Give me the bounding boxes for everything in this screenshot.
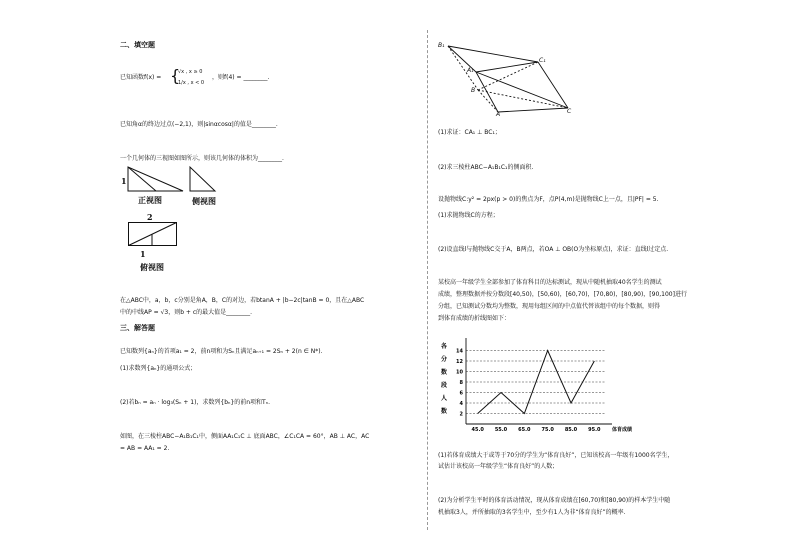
q5-part-2: (2)若bₙ = aₙ · log₃(Sₙ + 1)，求数列{bₙ}的前n项和Tₙ.	[120, 399, 271, 406]
y-tick-label: 14	[456, 348, 463, 355]
y-tick-label: 4	[459, 401, 463, 407]
side-view-figure	[190, 166, 220, 196]
q4-line-2: 中的中线AP = √3，则b + c的最大值是________.	[120, 309, 253, 316]
column-divider	[427, 30, 428, 530]
q5-part-1: (1)求数列{aₙ}的通项公式；	[120, 365, 197, 372]
y-axis-title-char: 人	[440, 395, 448, 402]
x-tick-label: 65.0	[518, 427, 531, 433]
y-tick-label: 10	[456, 369, 463, 376]
x-tick-label: 95.0	[588, 427, 601, 433]
y-tick-label: 6	[459, 390, 463, 397]
x-axis-title: 体育成绩	[611, 427, 633, 433]
prism-label-b1: B₁	[438, 42, 445, 49]
q6-line-2: = AB = AA₁ = 2.	[120, 445, 170, 452]
q8-line-2: 成绩，整理数据并按分数段[40,50)，[50,60)，[60,70)，[70,80)，[80,90)，[90,100]进行	[438, 291, 687, 298]
q8-part-2-line-2: 机抽取3人，并所抽取的3名学生中，至少有1人为非“体育良好”的概率.	[438, 509, 626, 516]
y-axis-title-char: 分	[440, 356, 448, 363]
front-view-figure	[128, 166, 188, 196]
y-axis-title-char: 数	[440, 369, 448, 376]
q8-line-4: 到体育成绩的折线图如下：	[438, 315, 511, 322]
q3-text: 一个几何体的三视图如图所示，则该几何体的体积为________.	[120, 155, 284, 162]
q8-part-1-line-1: (1)若体育成绩大于或等于70分的学生为“体育良好”，已知该校高一年级有1000名学生，	[438, 452, 674, 459]
q4-line-1: 在△ABC中，a，b，c分别是角A，B，C的对边，若btanA + |b−2c|tanB = 0，且在△ABC	[120, 297, 365, 304]
prism-label-c1: C₁	[539, 57, 546, 64]
y-axis-title-char: 各	[440, 343, 448, 350]
q5-line-1: 已知数列{aₙ}的首项a₁ = 2，前n项和为Sₙ且满足aₙ₊₁ = 2Sₙ + 2(n ∈ N*).	[120, 348, 323, 355]
q1-prefix: 已知函数f(x) =	[120, 74, 162, 81]
prism-label-a1: A₁	[467, 67, 474, 74]
q1-brace: {	[170, 66, 181, 85]
prism-label-c: C	[567, 108, 572, 115]
score-line-chart	[438, 334, 633, 444]
dim-height-label: 1	[121, 176, 127, 186]
section-heading-fill-in: 二、填空题	[120, 41, 155, 49]
q7-line-1: 设抛物线C:y² = 2px(p > 0)的焦点为F，点P(4,m)是抛物线C上一点，且|PF| = 5.	[438, 196, 659, 203]
side-view-caption: 侧视图	[192, 196, 216, 206]
x-tick-label: 85.0	[564, 427, 578, 433]
y-axis-title-char: 段	[440, 382, 448, 389]
q6-part-2: (2)求三棱柱ABC−A₁B₁C₁的侧面积.	[438, 164, 534, 171]
q8-line-1: 某校高一年级学生全部参加了体育科目的达标测试，现从中随机抽取40名学生的测试	[438, 279, 662, 286]
q1-case-1: √x , x ≥ 0	[178, 69, 203, 75]
q2-text: 已知角α的终边过点(−2,1)，则|sinαcosα|的值是________.	[120, 121, 278, 128]
prism-label-a: A	[496, 111, 501, 118]
prism-figure	[438, 42, 578, 122]
section-heading-solutions: 三、解答题	[120, 324, 155, 332]
prism-label-b: B	[471, 87, 476, 94]
dim-depth-label: 1	[140, 249, 146, 259]
q1-suffix: ，则f(4) = ________.	[212, 74, 270, 81]
q6-part-1: (1)求证：CA₁ ⊥ BC₁；	[438, 129, 501, 136]
top-view-caption: 俯视图	[140, 262, 164, 272]
x-tick-label: 75.0	[541, 427, 554, 433]
q8-line-3: 分组，已知测试分数均为整数，现用每组区间的中点值代替该组中的每个数据，则得	[438, 303, 661, 310]
q7-part-2: (2)设直线l与抛物线C交于A，B两点，若OA ⊥ OB(O为坐标原点)，求证：直线l过定点.	[438, 246, 669, 253]
y-tick-label: 12	[456, 359, 463, 365]
y-tick-label: 2	[459, 411, 463, 418]
x-tick-label: 55.0	[494, 427, 508, 433]
dim-width-label: 2	[147, 212, 153, 222]
x-tick-label: 45.0	[471, 427, 484, 433]
q6-line-1: 如图，在三棱柱ABC−A₁B₁C₁中，侧面AA₁C₁C ⊥ 底面ABC，∠C₁CA = 60°，AB ⊥ AC，AC	[120, 433, 370, 440]
q8-part-2-line-1: (2)为分析学生平时的体育活动情况，现从体育成绩在[60,70)和[80,90)的样本学生中随	[438, 497, 671, 504]
q8-part-1-line-2: 试估计该校高一年级学生“体育良好”的人数；	[438, 463, 559, 470]
q7-part-1: (1)求抛物线C的方程；	[438, 212, 499, 219]
q1-case-2: 1/x , x < 0	[178, 80, 205, 86]
y-axis-title-char: 数	[440, 408, 448, 415]
front-view-caption: 正视图	[138, 195, 162, 205]
y-tick-label: 8	[459, 380, 463, 386]
top-view-figure	[128, 222, 188, 252]
